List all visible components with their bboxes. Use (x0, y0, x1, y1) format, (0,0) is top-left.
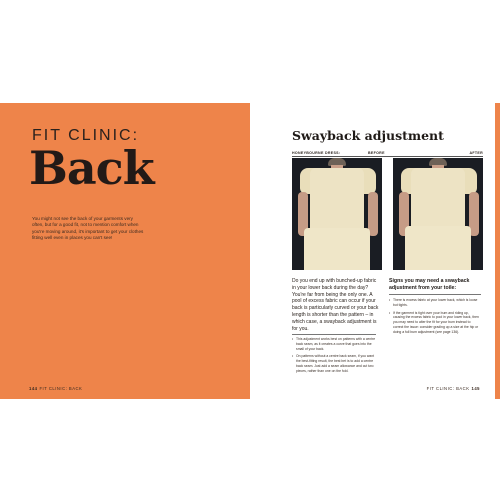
right-footer-label: FIT CLINIC: BACK (426, 386, 470, 391)
caption-after: AFTER (469, 151, 483, 155)
right-page (250, 103, 500, 399)
before-photo (292, 158, 382, 270)
list-item: • If the garment is tight over your bum and riding up, causing the excess fabric to pool in your lower back, then you may need to alter the fit for your bum instead to correct the issue: consider grading up a size at the hip or doing a full bum adjustment (see page 136). (389, 311, 479, 335)
skirt (304, 228, 370, 270)
intro-text: You might not see the back of your garments very often, but for a good fit, not to mention comfort when you're moving around, it's important to get your clothes fitting well even in places you can't see! (32, 216, 144, 241)
bodice (310, 168, 364, 230)
chapter-title: Back (29, 141, 154, 195)
section-title: Swayback adjustment (292, 128, 444, 143)
chapter-kicker: FIT CLINIC: (32, 127, 140, 144)
left-column-divider (292, 334, 376, 335)
after-photo (393, 158, 483, 270)
body-paragraph: Do you end up with bunched-up fabric in your lower back during the day? You're far from being the only one. A pool of excess fabric can occur if your back is particularly curved or your back length is shorter than the pattern – in which case, a swayback adjustment is for you. (292, 278, 379, 332)
right-page-number: 145 (471, 386, 480, 391)
caption-divider (292, 156, 483, 157)
left-footer-label: FIT CLINIC: BACK (39, 386, 83, 391)
skirt (405, 226, 471, 270)
right-footer (427, 386, 480, 391)
left-footer (29, 386, 82, 391)
book-spread (0, 103, 500, 399)
left-page (0, 103, 250, 399)
list-item: • This adjustment works best on patterns with a centre back seam, as it creates a curve that goes into the small of your back. (292, 337, 376, 351)
left-bullet-list (292, 337, 376, 377)
list-item: • On patterns without a centre back seam, if you want the best-fitting result, the best bet is to add a centre back seam. Just add a seam allowance and cut two pieces, rather than one on the fold. (292, 354, 376, 373)
left-page-number: 144 (29, 386, 38, 391)
list-item: • There is excess fabric at your lower back, which is loose but tights. (389, 298, 479, 308)
signs-heading: Signs you may need a swayback adjustment from your toile: (389, 278, 470, 291)
signs-divider (389, 294, 481, 295)
caption-before: BEFORE (368, 151, 385, 155)
bodice (411, 168, 465, 228)
caption-dress-name: HONEYBOURNE DRESS: (292, 151, 341, 155)
right-bullet-list (389, 298, 479, 338)
next-page-edge (495, 103, 500, 399)
